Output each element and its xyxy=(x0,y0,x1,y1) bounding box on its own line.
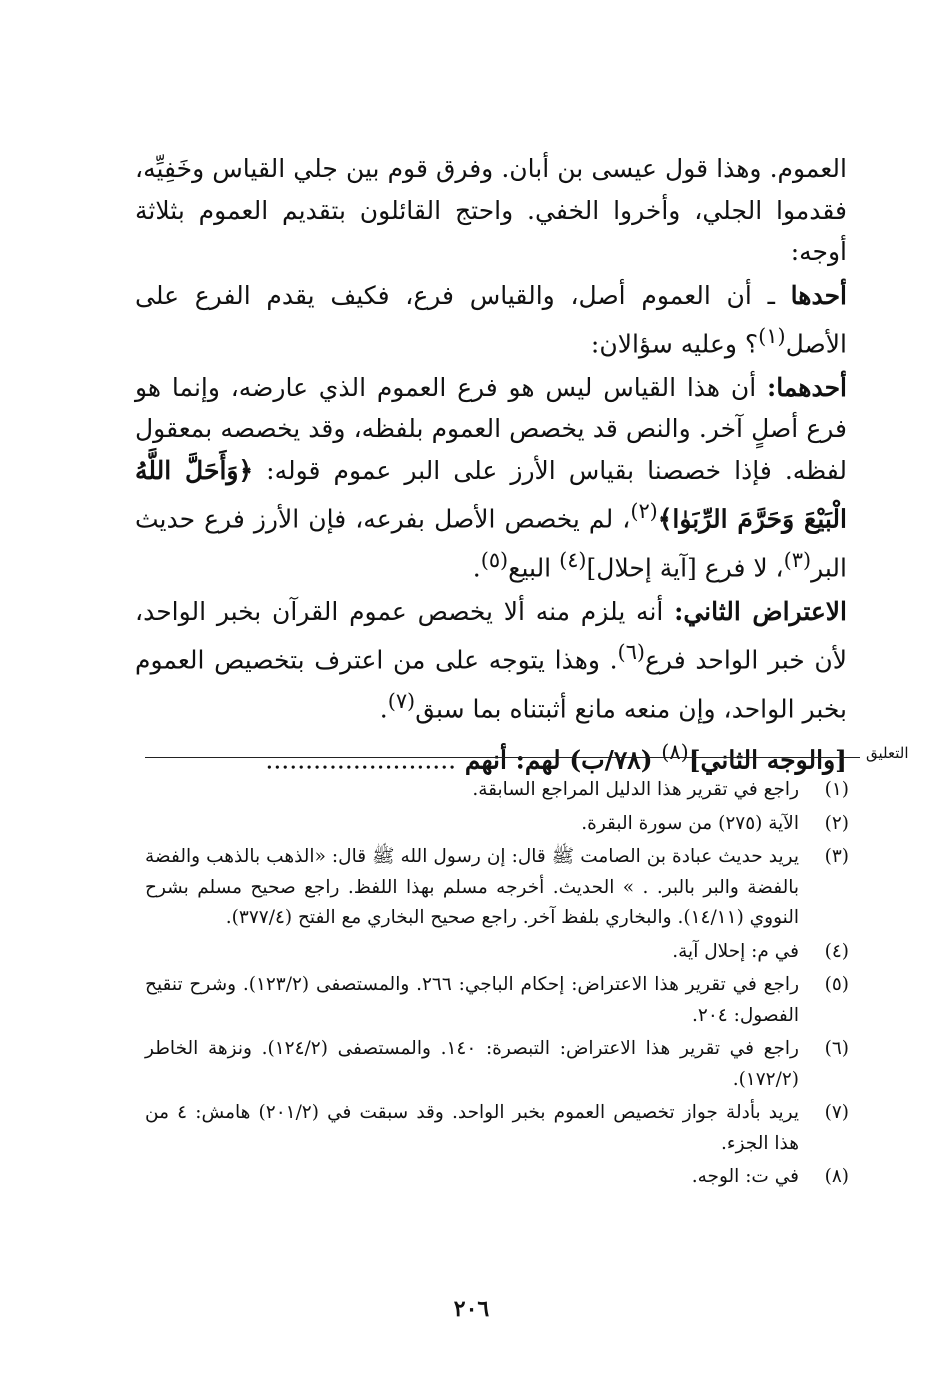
paragraph-2-end: ؟ وعليه سؤالان: xyxy=(590,329,759,359)
paragraph-4-label: الاعتراض الثاني: xyxy=(674,596,847,626)
paragraph-3 xyxy=(135,367,847,589)
footnote-text: يريد حديث عبادة بن الصامت ﷺ قال: إن رسول الله ﷺ قال: «الذهب بالذهب والفضة بالفضة والبر بالبر. . » الحديث. أخرجه مسلم بهذا اللفظ. راجع صحيح مسلم بشرح النووي (١٤/١١). والبخاري بلفظ آخر. راجع صحيح البخاري مع الفتح (٣٧٧/٤). xyxy=(145,846,799,928)
footnote-number: (٣) xyxy=(824,846,849,867)
footnote-text: راجع في تقرير هذا الدليل المراجع السابقة. xyxy=(472,779,799,800)
footnote-text: الآية (٢٧٥) من سورة البقرة. xyxy=(581,812,799,834)
footnotes-label: التعليق xyxy=(866,744,909,762)
paragraph-4-text-b: . وهذا يتوجه على من اعترف بتخصيص العموم بخبر الواحد، وإن منعه مانع أثبتناه بما سبق xyxy=(135,645,847,724)
footnote-number: (٥) xyxy=(824,974,849,995)
footnote-separator xyxy=(145,757,860,758)
paragraph-4-text-c: . xyxy=(379,694,388,724)
footnote-item xyxy=(145,1162,857,1193)
footnote-ref-6[interactable]: (٦) xyxy=(617,640,646,665)
footnote-ref-8[interactable]: (٨) xyxy=(661,740,689,765)
footnote-text: في ت: الوجه. xyxy=(691,1166,799,1187)
footnote-text: راجع في تقرير هذا الاعتراض: التبصرة: ١٤٠. والمستصفى (١٢٤/٢). ونزهة الخاطر (١٧٢/٢). xyxy=(145,1038,799,1090)
footnote-item xyxy=(145,1098,857,1159)
paragraph-4 xyxy=(135,591,847,730)
paragraph-2-text: ـ أن العموم أصل، والقياس فرع، فكيف يقدم الفرع على الأصل xyxy=(135,280,847,359)
footnote-ref-5[interactable]: (٥) xyxy=(480,548,509,573)
footnote-item xyxy=(145,809,857,840)
footnote-number: (٢) xyxy=(824,812,849,834)
footnote-ref-1[interactable]: (١) xyxy=(758,324,786,348)
footnote-number: (٧) xyxy=(824,1102,849,1123)
paragraph-5-label: [والوجه الثاني] xyxy=(688,745,847,775)
paragraph-2 xyxy=(135,275,847,365)
footnote-number: (٨) xyxy=(824,1166,849,1187)
main-text xyxy=(135,148,847,783)
paragraph-3-text-b: ، لم يخصص الأصل بفرعه، فإن الأرز فرع حديث البر xyxy=(135,504,847,583)
quran-verse: ﴿وَأَحَلَّ اللَّهُ الْبَيْعَ وَحَرَّمَ الرِّبَوٰا﴾ xyxy=(135,455,847,534)
paragraph-5-text: (٧٨/ب) لهم: أنهم xyxy=(456,745,662,775)
paragraph-3-label: أحدهما: xyxy=(766,372,847,402)
paragraph-1: العموم. وهذا قول عيسى بن أبان. وفرق قوم بين جلي القياس وخَفِيِّه، فقدموا الجلي، وأخروا الخفي. واحتج القائلون بتقديم العموم بثلاثة أوجه: xyxy=(135,154,847,266)
continuation-dots: ........................ xyxy=(265,745,457,775)
footnotes xyxy=(145,775,857,1196)
footnote-text: يريد بأدلة جواز تخصيص العموم بخبر الواحد. وقد سبقت في (٢٠١/٢) هامش: ٤ من هذا الجزء. xyxy=(145,1102,799,1154)
footnote-item xyxy=(145,775,857,806)
footnote-item xyxy=(145,842,857,934)
footnote-item xyxy=(145,970,857,1031)
footnote-ref-7[interactable]: (٧) xyxy=(387,689,416,714)
footnote-ref-3[interactable]: (٣) xyxy=(783,548,812,573)
footnote-number: (٦) xyxy=(824,1038,849,1059)
page-number: ٢٠٦ xyxy=(453,1296,490,1322)
paragraph-2-label: أحدها xyxy=(790,280,847,310)
footnote-ref-4[interactable]: (٤) xyxy=(559,548,587,573)
paragraph-3-text-c: ، لا فرع [آية إحلال] xyxy=(586,553,784,583)
paragraph-3-text-d: البيع xyxy=(508,553,560,583)
footnote-number: (١) xyxy=(824,779,849,800)
footnote-number: (٤) xyxy=(824,940,849,962)
paragraph-3-text-e: . xyxy=(472,553,481,583)
footnote-text: راجع في تقرير هذا الاعتراض: إحكام الباجي: ٢٦٦. والمستصفى (١٢٣/٢). وشرح تنقيح الفصول: ٢٠٤. xyxy=(145,974,800,1026)
paragraph-3-text-a: أن هذا القياس ليس هو فرع العموم الذي عارضه، وإنما هو فرع أصلٍ آخر. والنص قد يخصص العموم بلفظه، وقد يخصصه بمعقول لفظه. فإذا خصصنا بقياس الأرز على البر عموم قوله: xyxy=(135,372,847,485)
footnote-item xyxy=(145,937,857,968)
footnote-item xyxy=(145,1034,857,1095)
footnote-ref-2[interactable]: (٢) xyxy=(630,499,658,524)
paragraph-4-text-a: أنه يلزم منه ألا يخصص عموم القرآن بخبر الواحد، لأن خبر الواحد فرع xyxy=(135,596,847,675)
footnote-text: في م: إحلال آية. xyxy=(672,940,799,962)
